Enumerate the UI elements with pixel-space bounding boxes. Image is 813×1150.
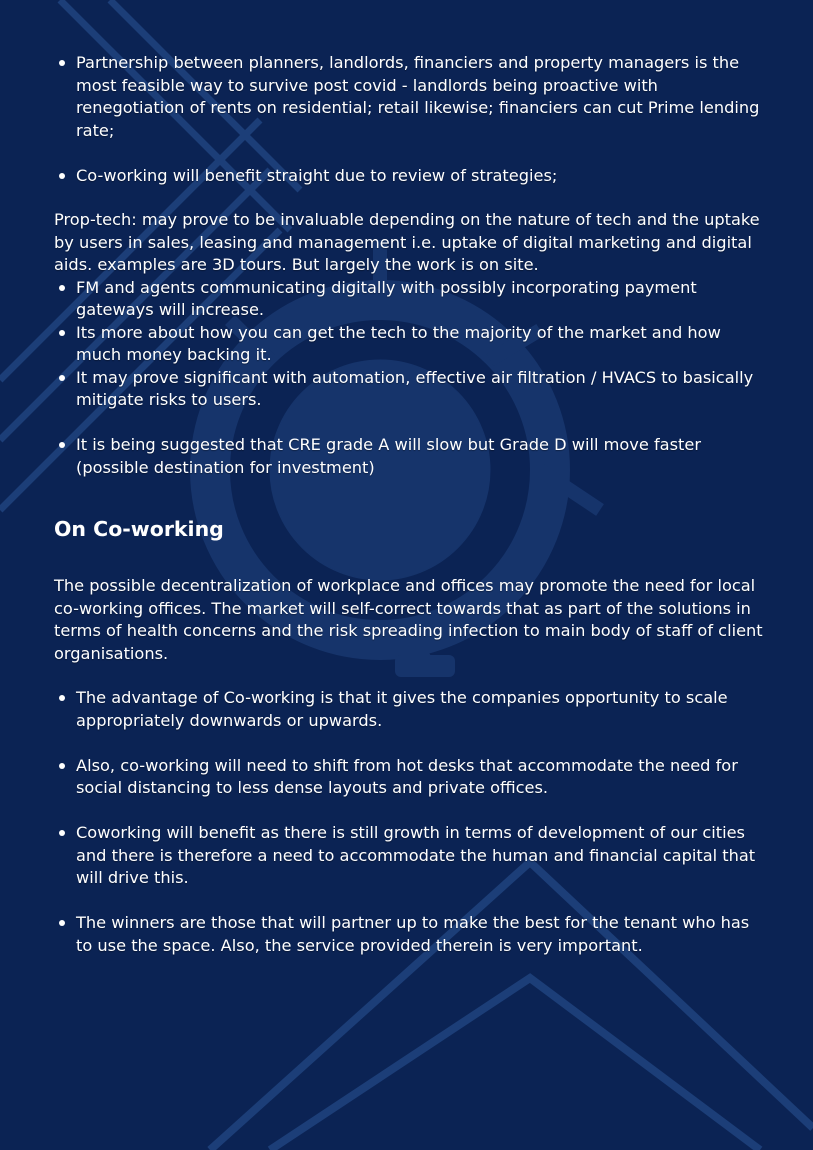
document-content xyxy=(54,52,766,957)
list-item: The winners are those that will partner up to make the best for the tenant who has to use the space. Also, the service provided therein is very important. xyxy=(54,912,766,957)
list-item: It is being suggested that CRE grade A will slow but Grade D will move faster (possible destination for investment) xyxy=(54,434,766,479)
list-item: FM and agents communicating digitally with possibly incorporating payment gateways will increase. xyxy=(54,277,766,322)
bullet-list-b xyxy=(54,277,766,480)
list-item: Partnership between planners, landlords, financiers and property managers is the most feasible way to survive post covid - landlords being proactive with renegotiation of rents on residential; retail likewise; financiers can cut Prime lending rate; xyxy=(54,52,766,142)
coworking-bullet-list xyxy=(54,687,766,957)
list-item: It may prove significant with automation, effective air filtration / HVACS to basically mitigate risks to users. xyxy=(54,367,766,412)
list-item: Also, co-working will need to shift from hot desks that accommodate the need for social distancing to less dense layouts and private offices. xyxy=(54,755,766,800)
coworking-intro: The possible decentralization of workplace and offices may promote the need for local co-working offices. The market will self-correct towards that as part of the solutions in terms of health concerns and the risk spreading infection to main body of staff of client organisations. xyxy=(54,576,763,663)
section-heading: On Co-working xyxy=(54,517,224,541)
list-item: The advantage of Co-working is that it gives the companies opportunity to scale appropriately downwards or upwards. xyxy=(54,687,766,732)
list-item: Co-working will benefit straight due to review of strategies; xyxy=(54,165,766,188)
list-item: Coworking will benefit as there is still growth in terms of development of our cities and there is therefore a need to accommodate the human and financial capital that will drive this. xyxy=(54,822,766,890)
bullet-list-a xyxy=(54,52,766,187)
proptech-paragraph: Prop-tech: may prove to be invaluable depending on the nature of tech and the uptake by users in sales, leasing and management i.e. uptake of digital marketing and digital aids. examples are 3D tours. But largely the work is on site. xyxy=(54,210,760,274)
list-item: Its more about how you can get the tech to the majority of the market and how much money backing it. xyxy=(54,322,766,367)
